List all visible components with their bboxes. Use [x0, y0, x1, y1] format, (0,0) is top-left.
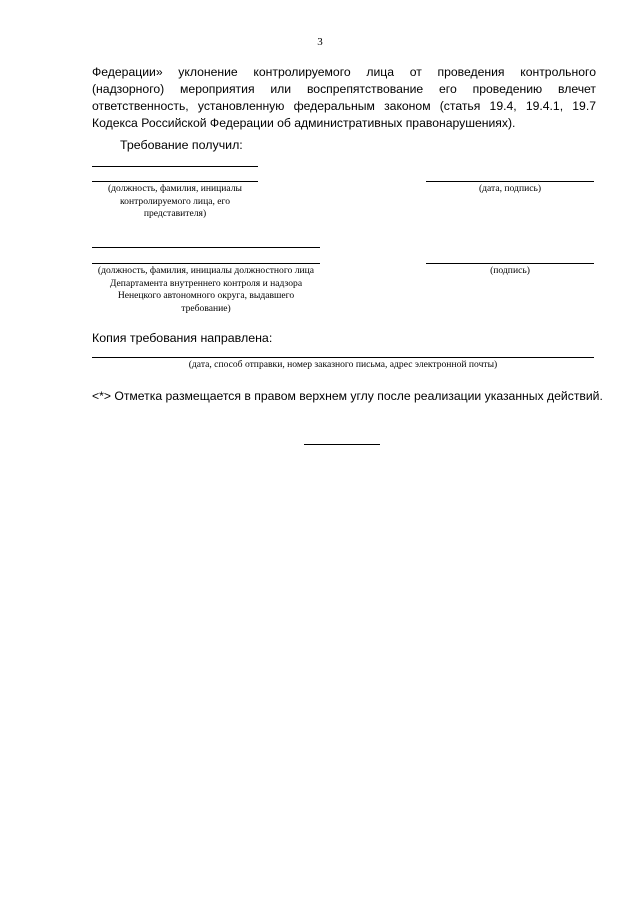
requirement-received-label: Требование получил: — [120, 138, 243, 152]
copy-sent-label: Копия требования направлена: — [92, 331, 273, 345]
end-separator — [304, 444, 380, 445]
controlled-person-caption: (должность, фамилия, инициалы контролируемого лица, его представителя) — [107, 183, 242, 219]
copy-sent-caption: (дата, способ отправки, номер заказного письма, адрес электронной почты) — [188, 359, 498, 370]
copy-sent-line — [92, 357, 594, 358]
footnote: <*> Отметка размещается в правом верхнем углу после реализации указанных действий. — [92, 389, 603, 403]
date-signature-line — [426, 181, 594, 182]
signature-line — [426, 263, 594, 264]
controlled-person-line-2 — [92, 181, 258, 182]
signature-caption: (подпись) — [490, 265, 530, 276]
official-line-2 — [92, 263, 320, 264]
controlled-person-line-1 — [92, 166, 258, 167]
official-line-1 — [92, 247, 320, 248]
page-number: 3 — [317, 36, 323, 48]
official-caption: (должность, фамилия, инициалы должностного лица Департамента внутреннего контроля и надзора Ненецкого автономного округа, выдавшего требование) — [97, 265, 315, 314]
date-signature-caption: (дата, подпись) — [478, 183, 542, 194]
law-paragraph: Федерации» уклонение контролируемого лица от проведения контрольного (надзорного) мероприятия или воспрепятствование его проведению влечет ответственность, установленную федеральным законом (статья 19.4, 19.4.1, 19.7 Кодекса Российской Федерации об административных правонарушениях). — [92, 65, 596, 130]
